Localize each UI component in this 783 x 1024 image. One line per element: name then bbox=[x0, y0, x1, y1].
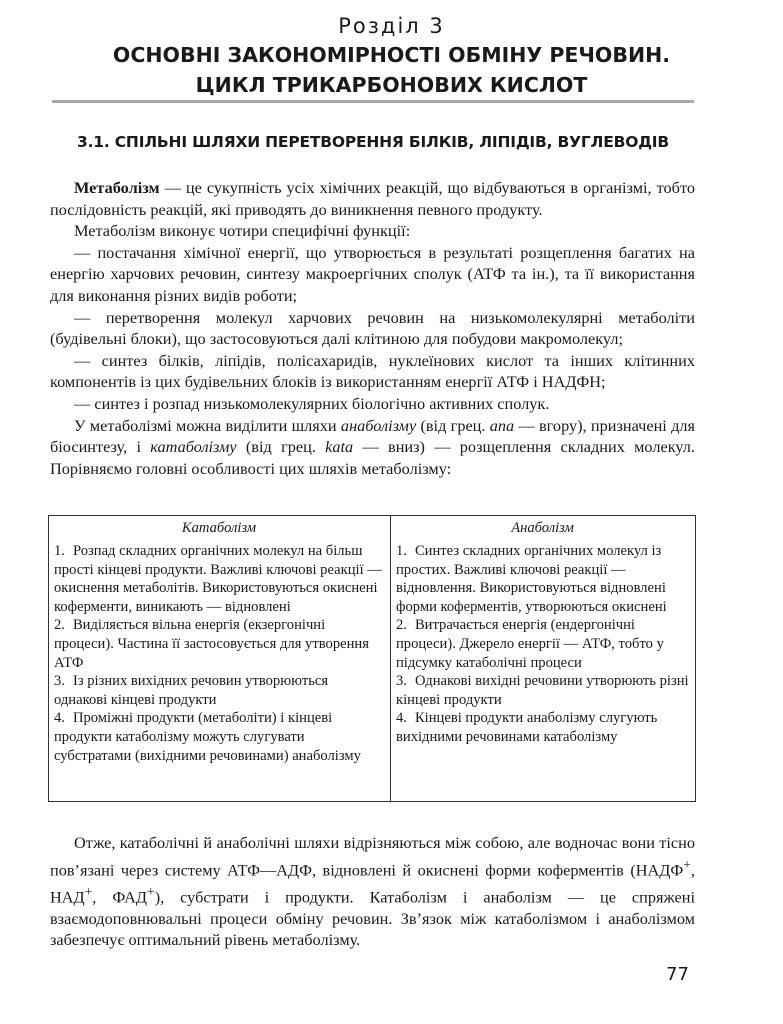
catabolism-column bbox=[49, 541, 391, 802]
pathways-text-a: У метаболізмі можна виділити шляхи bbox=[74, 415, 341, 435]
header-divider bbox=[52, 100, 694, 103]
chapter-label: Розділ 3 bbox=[338, 14, 445, 38]
item-number: 4. bbox=[396, 710, 407, 727]
header-anabolism: Анаболізм bbox=[391, 516, 696, 542]
catabolism-item-2 bbox=[54, 616, 384, 672]
paragraph-conclusion bbox=[50, 832, 695, 951]
item-number: 3. bbox=[396, 673, 407, 690]
anabolism-item-3 bbox=[396, 672, 689, 709]
table-row bbox=[49, 541, 696, 802]
pathways-text-d: (від грец. bbox=[236, 437, 326, 457]
item-text: Витрачається енергія (ендергонічні процеси). Джерело енергії — АТФ, тобто у підсумку катаболічні процеси bbox=[396, 617, 664, 671]
catabolism-item-1 bbox=[54, 542, 384, 616]
item-text: Виділяється вільна енергія (екзергонічні процеси). Частина її застосовується для утворення АТФ bbox=[54, 617, 369, 671]
term-kata: kata bbox=[325, 437, 354, 457]
superscript-plus: + bbox=[683, 856, 691, 872]
item-number: 4. bbox=[54, 710, 65, 727]
term-metabolism: Метаболізм bbox=[74, 178, 160, 197]
comparison-table bbox=[48, 515, 696, 802]
intro-text bbox=[50, 177, 695, 479]
pathways-text-c: — вгору), призначені для біосинтезу, і bbox=[50, 415, 695, 457]
anabolism-item-2 bbox=[396, 616, 689, 672]
conclusion-text-d: ), субстрати і продукти. Катаболізм і анаболізм — це спряжені взаємодоповнювальні процеси обміну речовин. Зв’язок між катаболізмом і анаболізмом забезпечує оптимальний рівень метаболізму. bbox=[50, 887, 695, 950]
term-anabolism: анаболізму bbox=[340, 415, 417, 435]
paragraph-functions-intro: Метаболізм виконує чотири специфічні функції: bbox=[74, 221, 411, 241]
item-text: Синтез складних органічних молекул із простих. Важливі ключові реакції — відновлення. Використовуються відновлені форми коферментів, утворюються окиснені bbox=[396, 543, 667, 615]
function-item-3: — синтез білків, ліпідів, полісахаридів, нуклеїнових кислот та інших клітинних компонентів із цих будівельних блоків із використанням енергії АТФ і НАДФН; bbox=[50, 350, 695, 392]
function-item-4: — синтез і розпад низькомолекулярних біологічно активних сполук. bbox=[74, 393, 550, 413]
conclusion-text-c: , ФАД bbox=[92, 887, 148, 907]
item-text: Кінцеві продукти анаболізму слугують вихідними речовинами катаболізму bbox=[396, 710, 658, 745]
term-catabolism: катаболізму bbox=[150, 437, 237, 457]
chapter-title-line-2: ЦИКЛ ТРИКАРБОНОВИХ КИСЛОТ bbox=[195, 73, 588, 97]
chapter-title-line-1: ОСНОВНІ ЗАКОНОМІРНОСТІ ОБМІНУ РЕЧОВИН. bbox=[112, 43, 671, 67]
conclusion-text-b: , НАД bbox=[50, 860, 695, 907]
anabolism-item-1 bbox=[396, 542, 689, 616]
item-text: Із різних вихідних речовин утворюються однакові кінцеві продукти bbox=[54, 673, 329, 708]
item-text: Розпад складних органічних молекул на більш прості кінцеві продукти. Важливі ключові реакції — окиснення метаболітів. Використовуються окиснені коферменти, виникають — відновлені bbox=[54, 543, 382, 615]
item-text: Проміжні продукти (метаболіти) і кінцеві продукти катаболізму можуть слугувати субстратами (вихідними речовинами) анаболізму bbox=[54, 710, 361, 764]
function-item-2: — перетворення молекул харчових речовин на низькомолекулярні метаболіти (будівельні блоки), що застосовуються далі клітиною для побудови макромолекул; bbox=[50, 307, 695, 349]
superscript-plus: + bbox=[147, 883, 155, 899]
pathways-text-b: (від грец. bbox=[416, 415, 490, 435]
item-number: 1. bbox=[54, 543, 65, 559]
table-header-row bbox=[49, 516, 696, 542]
item-text: Однакові вихідні речовини утворюють різні кінцеві продукти bbox=[396, 673, 689, 708]
superscript-plus: + bbox=[84, 883, 93, 899]
catabolism-item-4 bbox=[54, 709, 384, 765]
anabolism-column bbox=[391, 541, 696, 802]
section-title: 3.1. СПІЛЬНІ ШЛЯХИ ПЕРЕТВОРЕННЯ БІЛКІВ, ЛІПІДІВ, ВУГЛЕВОДІВ bbox=[77, 133, 669, 151]
catabolism-item-3 bbox=[54, 672, 384, 709]
page-number: 77 bbox=[666, 964, 689, 985]
definition-text: — це сукупність усіх хімічних реакцій, що відбуваються в організмі, тобто послідовність реакцій, які приводять до виникнення певного продукту. bbox=[50, 178, 695, 219]
item-number: 2. bbox=[54, 617, 65, 634]
function-item-1: — постачання хімічної енергії, що утворюється в результаті розщеплення багатих на енергію харчових речовин, синтезу макроергічних сполук (АТФ та ін.), та її використання для виконання різних видів роботи; bbox=[50, 242, 695, 305]
conclusion-text bbox=[50, 832, 695, 951]
paragraph-definition bbox=[50, 177, 695, 220]
anabolism-item-4 bbox=[396, 709, 689, 746]
pathways-text-e: — вниз) — розщеплення складних молекул. Порівняємо головні особливості цих шляхів метаболізму: bbox=[50, 437, 695, 478]
item-number: 2. bbox=[396, 617, 407, 634]
conclusion-text-a: Отже, катаболічні й анаболічні шляхи відрізняються між собою, але водночас вони тісно пов’язані через систему АТФ—АДФ, відновлені й окиснені форми коферментів (НАДФ bbox=[50, 833, 695, 880]
header-catabolism: Катаболізм bbox=[49, 516, 391, 542]
chapter-title bbox=[0, 40, 783, 100]
term-ana: ana bbox=[489, 415, 515, 435]
item-number: 3. bbox=[54, 673, 65, 690]
paragraph-pathways bbox=[50, 415, 695, 480]
item-number: 1. bbox=[396, 543, 407, 559]
